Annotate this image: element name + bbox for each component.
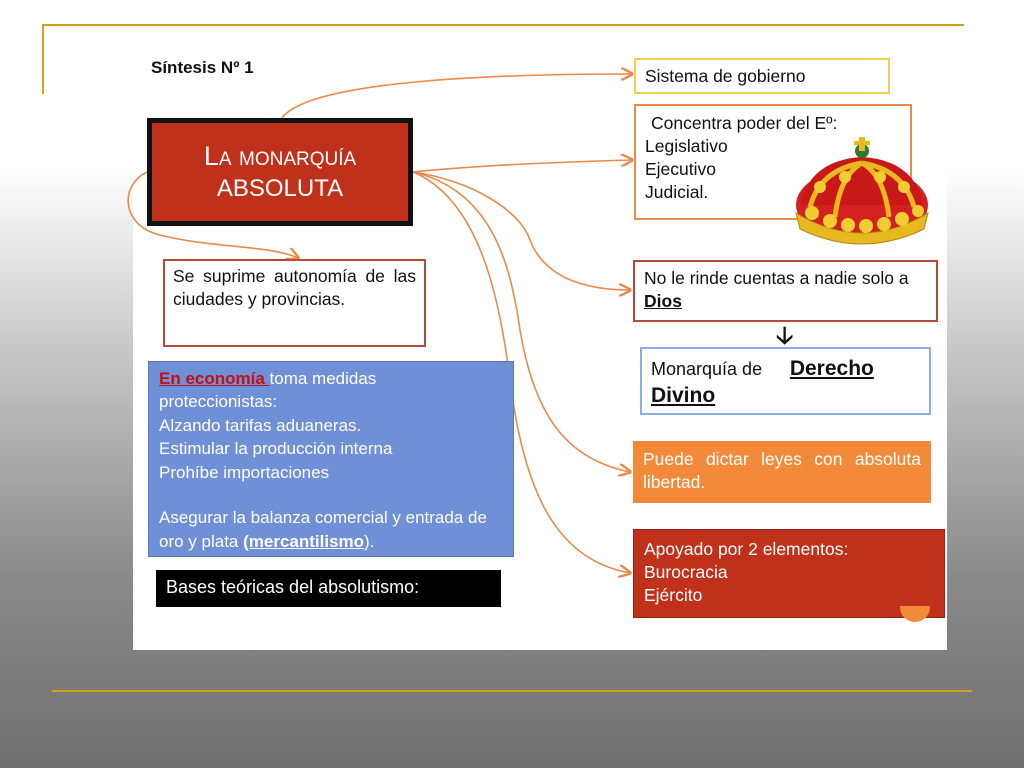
apoyado-box	[633, 529, 945, 618]
sistema-box: Sistema de gobierno	[634, 58, 890, 94]
rinde-emph: Dios	[644, 291, 682, 312]
mercantilismo-label: (mercantilismo	[243, 531, 365, 551]
economia-line: Prohíbe importaciones	[159, 462, 330, 482]
frame-bottom-line	[52, 690, 972, 692]
rinde-box	[633, 260, 938, 322]
frame-top-line	[42, 24, 964, 26]
slide-title: Síntesis Nº 1	[151, 58, 254, 77]
economia-label: En economía	[159, 369, 270, 388]
apoyado-heading: Apoyado por 2 elementos:	[644, 539, 849, 559]
economia-line: proteccionistas:	[159, 392, 278, 412]
central-line-1: La monarquía	[203, 141, 357, 172]
apoyado-item: Burocracia	[644, 562, 728, 583]
concentra-heading: Concentra poder del Eº:	[651, 113, 838, 133]
frame-left-line	[42, 24, 44, 94]
economia-para2-end: ).	[364, 531, 375, 551]
economia-line: Estimular la producción interna	[159, 439, 393, 459]
rinde-text: No le rinde cuentas a nadie solo a	[644, 268, 909, 288]
economia-line: Alzando tarifas aduaneras.	[159, 415, 362, 435]
dictar-box: Puede dictar leyes con absoluta libertad.	[633, 441, 931, 503]
down-arrow-icon: 🡣	[776, 322, 794, 349]
central-concept-box	[147, 118, 413, 226]
concentra-item: Ejecutivo	[645, 159, 717, 180]
derecho-prefix: Monarquía de	[651, 359, 763, 379]
economia-para2	[159, 506, 503, 553]
economia-line1-rest: toma medidas	[269, 369, 377, 388]
derecho-box	[640, 347, 931, 415]
bases-box: Bases teóricas del absolutismo:	[156, 570, 501, 607]
central-line-2: ABSOLUTA	[216, 174, 344, 202]
autonomia-box: Se suprime autonomía de las ciudades y provincias.	[163, 259, 426, 347]
concentra-item: Legislativo	[645, 136, 728, 157]
economia-para2-text: Asegurar la balanza comercial y entrada de oro y plata	[159, 508, 487, 551]
concentra-item: Judicial.	[645, 182, 709, 203]
derecho-emph: Derecho Divino	[651, 357, 874, 407]
economia-box	[148, 361, 514, 557]
crown-icon	[790, 135, 935, 250]
apoyado-item: Ejército	[644, 585, 703, 606]
